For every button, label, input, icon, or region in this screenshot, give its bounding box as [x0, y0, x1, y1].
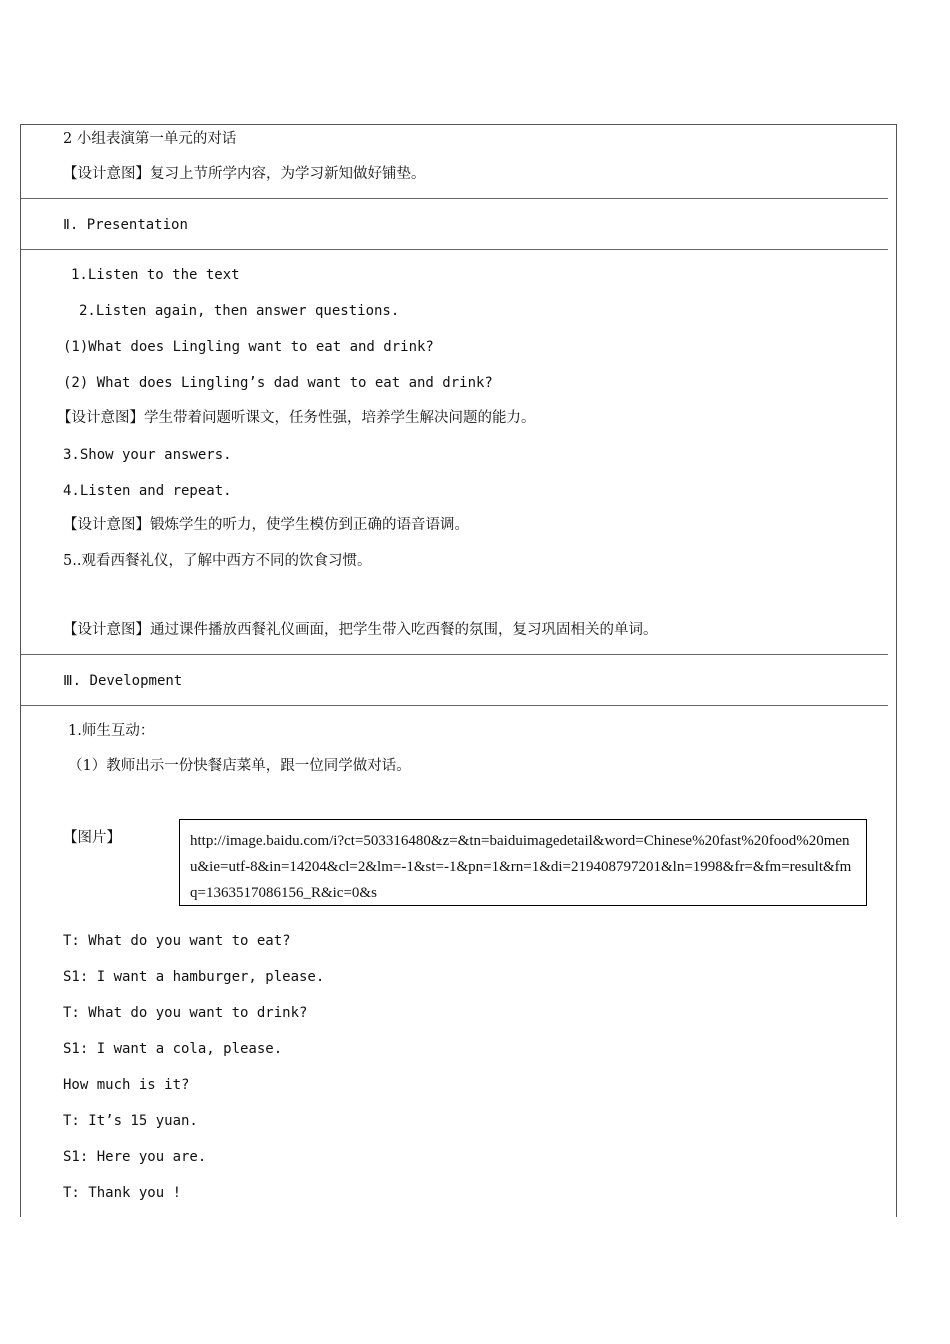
development-heading: Ⅲ. Development: [63, 673, 183, 689]
row-divider: [21, 654, 888, 655]
presentation-step-5: 5..观看西餐礼仪，了解中西方不同的饮食习惯。: [63, 553, 372, 569]
row-divider: [21, 198, 888, 199]
dialogue-line: S1: I want a cola, please.: [63, 1041, 283, 1057]
dialogue-line: T: It’s 15 yuan.: [63, 1113, 198, 1129]
dialogue-line: S1: I want a hamburger, please.: [63, 969, 325, 985]
row-divider: [21, 249, 888, 250]
picture-url-box[interactable]: http://image.baidu.com/i?ct=503316480&z=&tn=baiduimagedetail&word=Chinese%20fast%20food%20menu&ie=utf-8&in=14204&cl=2&lm=-1&st=-1&pn=1&rn=1&di=219408797201&ln=1998&fr=&fm=result&fmq=1363517086156_R&ic=0&s: [179, 819, 867, 906]
dialogue-line: T: Thank you !: [63, 1185, 182, 1201]
development-step-1-sub: （1）教师出示一份快餐店菜单，跟一位同学做对话。: [68, 758, 411, 774]
presentation-step-4: 4.Listen and repeat.: [63, 483, 232, 499]
presentation-step-2: 2.Listen again, then answer questions.: [79, 303, 400, 319]
dialogue-line: T: What do you want to eat?: [63, 933, 291, 949]
dialogue-line: T: What do you want to drink?: [63, 1005, 308, 1021]
dialogue-line: How much is it?: [63, 1077, 190, 1093]
design-intent-repeat: 【设计意图】锻炼学生的听力，使学生模仿到正确的语音语调。: [63, 517, 469, 533]
presentation-question-2: (2) What does Lingling’s dad want to eat and drink?: [63, 375, 493, 391]
presentation-question-1: (1)What does Lingling want to eat and drink?: [63, 339, 434, 355]
row-divider: [21, 705, 888, 706]
presentation-step-3: 3.Show your answers.: [63, 447, 232, 463]
design-intent-etiquette: 【设计意图】通过课件播放西餐礼仪画面，把学生带入吃西餐的氛围，复习巩固相关的单词。: [63, 622, 658, 638]
design-intent-listening: 【设计意图】学生带着问题听课文，任务性强，培养学生解决问题的能力。: [57, 410, 536, 426]
picture-label: 【图片】: [63, 830, 121, 846]
presentation-step-1: 1.Listen to the text: [71, 267, 240, 283]
development-step-1: 1.师生互动：: [68, 723, 155, 739]
design-intent-review: 【设计意图】复习上节所学内容，为学习新知做好铺垫。: [63, 166, 426, 182]
review-item-2: 2 小组表演第一单元的对话: [63, 131, 237, 147]
presentation-heading: Ⅱ. Presentation: [63, 217, 188, 233]
dialogue-line: S1: Here you are.: [63, 1149, 207, 1165]
lesson-plan-table: [20, 124, 897, 1217]
